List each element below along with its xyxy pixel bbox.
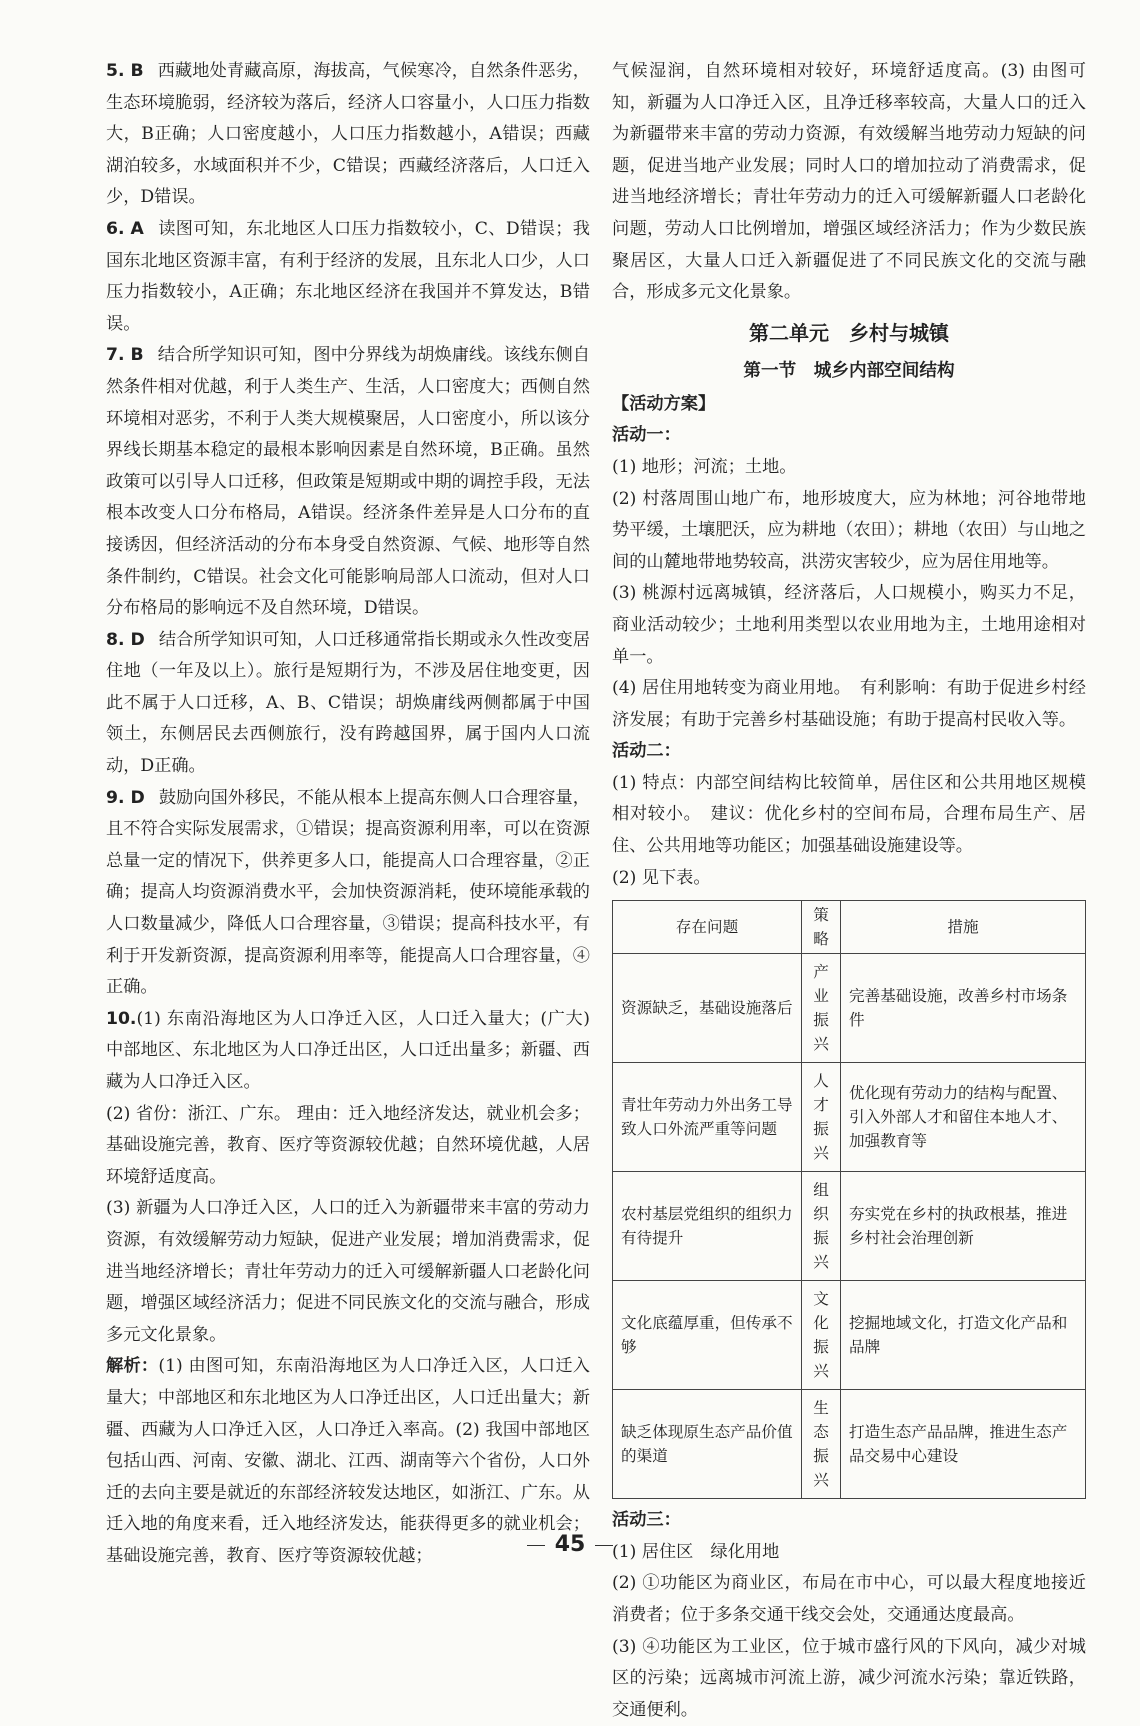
question-number: 8. (106, 629, 125, 650)
question-text: 读图可知，东北地区人口压力指数较小，C、D错误；我国东北地区资源丰富，有利于经济的发展，且东北人口少，人口压力指数较小，A正确；东北地区经济在我国并不算发达，B错误。 (106, 218, 590, 334)
table-cell: 打造生态产品品牌，推进生态产品交易中心建设 (841, 1390, 1086, 1499)
table-cell: 优化现有劳动力的结构与配置、引入外部人才和留住本地人才、加强教育等 (841, 1063, 1086, 1172)
page-number: 45 (0, 1532, 1140, 1557)
question-text: 结合所学知识可知，人口迁移通常指长期或永久性改变居住地（一年及以上）。旅行是短期行为，不涉及居住地变更，因此不属于人口迁移，A、B、C错误；胡焕庸线两侧都属于中国领土，东侧居民去西侧旅行，没有跨越国界，属于国内人口流动，D正确。 (106, 629, 590, 777)
table-cell: 文化底蕴厚重，但传承不够 (613, 1281, 802, 1390)
unit-title: 第二单元 乡村与城镇 (749, 320, 949, 345)
question-text: (1) 东南沿海地区为人口净迁入区，人口迁入量大；(广大)中部地区、东北地区为人口净迁出区，人口迁出量多；新疆、西藏为人口净迁入区。 (106, 1008, 590, 1092)
analysis-text: (1) 由图可知，东南沿海地区为人口净迁入区，人口迁入量大；中部地区和东北地区为人口净迁出区，人口迁出量大；新疆、西藏为人口净迁入区，人口净迁入率高。(2) 我国中部地区包括山西、河南、安徽、湖北、江西、湖南等六个省份，人口外迁的去向主要是就近的东部经济较发达地区，如浙江、广东。从迁入地的角度来看，迁入地经济发达，能获得更多的就业机会；基础设施完善，教育、医疗等资源较优越； (106, 1356, 590, 1566)
activity-2-label: 活动二： (612, 741, 681, 762)
activity-3-item-3: (3) ④功能区为工业区，位于城市盛行风的下风向，减少对城区的污染；远离城市河流上游，减少河流水污染；靠近铁路，交通便利。 (612, 1636, 1086, 1720)
question-6 (106, 214, 590, 340)
activity-3-label: 活动三： (612, 1510, 681, 1531)
activity-2-item-1: (1) 特点：内部空间结构比较简单，居住区和公共用地区规模相对较小。 建议：优化乡村的空间布局，合理布局生产、居住、公共用地等功能区；加强基础设施建设等。 (612, 772, 1086, 857)
table-row (613, 1063, 1086, 1172)
table-header-row (613, 901, 1086, 954)
question-9 (106, 783, 590, 1004)
table-cell: 缺乏体现原生态产品价值的渠道 (613, 1390, 802, 1499)
question-text: 鼓励向国外移民，不能从根本上提高东侧人口合理容量，且不符合实际发展需求，①错误；提高资源利用率，可以在资源总量一定的情况下，供养更多人口，能提高人口合理容量，②正确；提高人均资源消费水平，会加快资源消耗，使环境能承载的人口数量减少，降低人口合理容量，③错误；提高科技水平，有利于开发新资源，提高资源利用率等，能提高人口合理容量，④正确。 (106, 787, 590, 998)
revitalization-table (612, 900, 1086, 1499)
question-8 (106, 625, 590, 783)
table-row (613, 954, 1086, 1063)
left-column (106, 56, 590, 1573)
table-cell: 人才振兴 (802, 1063, 841, 1172)
question-10-part-3: (3) 新疆为人口净迁入区，人口的迁入为新疆带来丰富的劳动力资源，有效缓解劳动力短缺，促进产业发展；增加消费需求，促进当地经济增长；青壮年劳动力的迁入可缓解新疆人口老龄化问题，增强区域经济活力；促进不同民族文化的交流与融合，形成多元文化景象。 (106, 1198, 590, 1345)
analysis-continuation: 气候湿润，自然环境相对较好，环境舒适度高。(3) 由图可知，新疆为人口净迁入区，且净迁移率较高，大量人口的迁入为新疆带来丰富的劳动力资源，有效缓解当地劳动力短缺的问题，促进当地产业发展；同时人口的增加拉动了消费需求，促进当地经济增长；青壮年劳动力的迁入可缓解新疆人口老龄化问题，劳动人口比例增加，增强区域经济活力；作为少数民族聚居区，大量人口迁入新疆促进了不同民族文化的交流与融合，形成多元文化景象。 (612, 61, 1086, 303)
table-row (613, 1390, 1086, 1499)
question-text: 西藏地处青藏高原，海拔高，气候寒冷，自然条件恶劣，生态环境脆弱，经济较为落后，经济人口容量小，人口压力指数大，B正确；人口密度越小，人口压力指数越小，A错误；西藏湖泊较多，水域面积并不少，C错误；西藏经济落后，人口迁入少，D错误。 (106, 61, 590, 208)
question-5 (106, 56, 590, 214)
question-10-part-1 (106, 1004, 590, 1099)
activity-3-item-1: (1) 居住区 绿化用地 (612, 1541, 780, 1562)
answer-letter: B (130, 61, 144, 81)
table-header: 措施 (841, 901, 1086, 954)
table-cell: 挖掘地域文化，打造文化产品和品牌 (841, 1281, 1086, 1390)
table-row (613, 1172, 1086, 1281)
question-10-part-2: (2) 省份：浙江、广东。 理由：迁入地经济发达，就业机会多；基础设施完善，教育、医疗等资源较优越；自然环境优越，人居环境舒适度高。 (106, 1103, 590, 1187)
activity-1-item-2: (2) 村落周围山地广布，地形坡度大，应为林地；河谷地带地势平缓，土壤肥沃，应为耕地（农田）；耕地（农田）与山地之间的山麓地带地势较高，洪涝灾害较少，应为居住用地等。 (612, 488, 1086, 572)
question-number: 5. (106, 61, 125, 81)
table-cell: 青壮年劳动力外出务工导致人口外流严重等问题 (613, 1063, 802, 1172)
activity-1-label: 活动一： (612, 425, 681, 446)
activity-1-item-3: (3) 桃源村远离城镇，经济落后，人口规模小，购买力不足，商业活动较少；土地利用类型以农业用地为主，土地用途相对单一。 (612, 583, 1086, 667)
table-row (613, 1281, 1086, 1390)
table-cell: 文化振兴 (802, 1281, 841, 1390)
question-number: 7. (106, 345, 125, 366)
activity-plan-label: 【活动方案】 (612, 393, 716, 414)
answer-letter: A (130, 218, 144, 239)
table-cell: 组织振兴 (802, 1172, 841, 1281)
question-number: 6. (106, 218, 125, 239)
table-cell: 夯实党在乡村的执政根基，推进乡村社会治理创新 (841, 1172, 1086, 1281)
table-header: 策略 (802, 901, 841, 954)
question-text: 结合所学知识可知，图中分界线为胡焕庸线。该线东侧自然条件相对优越，利于人类生产、生活，人口密度大；西侧自然环境相对恶劣，不利于人类大规模聚居，人口密度小，所以该分界线长期基本稳定的最根本影响因素是自然环境，B正确。虽然政策可以引导人口迁移，但政策是短期或中期的调控手段，无法根本改变人口分布格局，A错误。经济条件差异是人口分布的直接诱因，但经济活动的分布本身受自然资源、气候、地形等自然条件制约，C错误。社会文化可能影响局部人口流动，但对人口分布格局的影响远不及自然环境，D错误。 (106, 345, 590, 619)
table-cell: 生态振兴 (802, 1390, 841, 1499)
activity-3-item-2: (2) ①功能区为商业区，布局在市中心，可以最大程度地接近消费者；位于多条交通干线交会处，交通通达度最高。 (612, 1573, 1086, 1626)
activity-2-item-2: (2) 见下表。 (612, 867, 711, 888)
table-cell: 资源缺乏，基础设施落后 (613, 954, 802, 1063)
right-column (612, 56, 1086, 1726)
question-number: 10. (106, 1008, 137, 1029)
answer-letter: B (130, 345, 144, 366)
answer-letter: D (130, 787, 145, 808)
table-cell: 完善基础设施，改善乡村市场条件 (841, 954, 1086, 1063)
table-header: 存在问题 (613, 901, 802, 954)
table-cell: 产业振兴 (802, 954, 841, 1063)
activity-1-item-4: (4) 居住用地转变为商业用地。 有利影响：有助于促进乡村经济发展；有助于完善乡村基础设施；有助于提高村民收入等。 (612, 678, 1086, 730)
activity-1-item-1: (1) 地形；河流；土地。 (612, 456, 797, 477)
answer-letter: D (130, 629, 145, 650)
section-title: 第一节 城乡内部空间结构 (743, 360, 955, 381)
analysis-label: 解析： (106, 1356, 159, 1377)
table-cell: 农村基层党组织的组织力有待提升 (613, 1172, 802, 1281)
question-7 (106, 340, 590, 624)
question-number: 9. (106, 787, 125, 808)
